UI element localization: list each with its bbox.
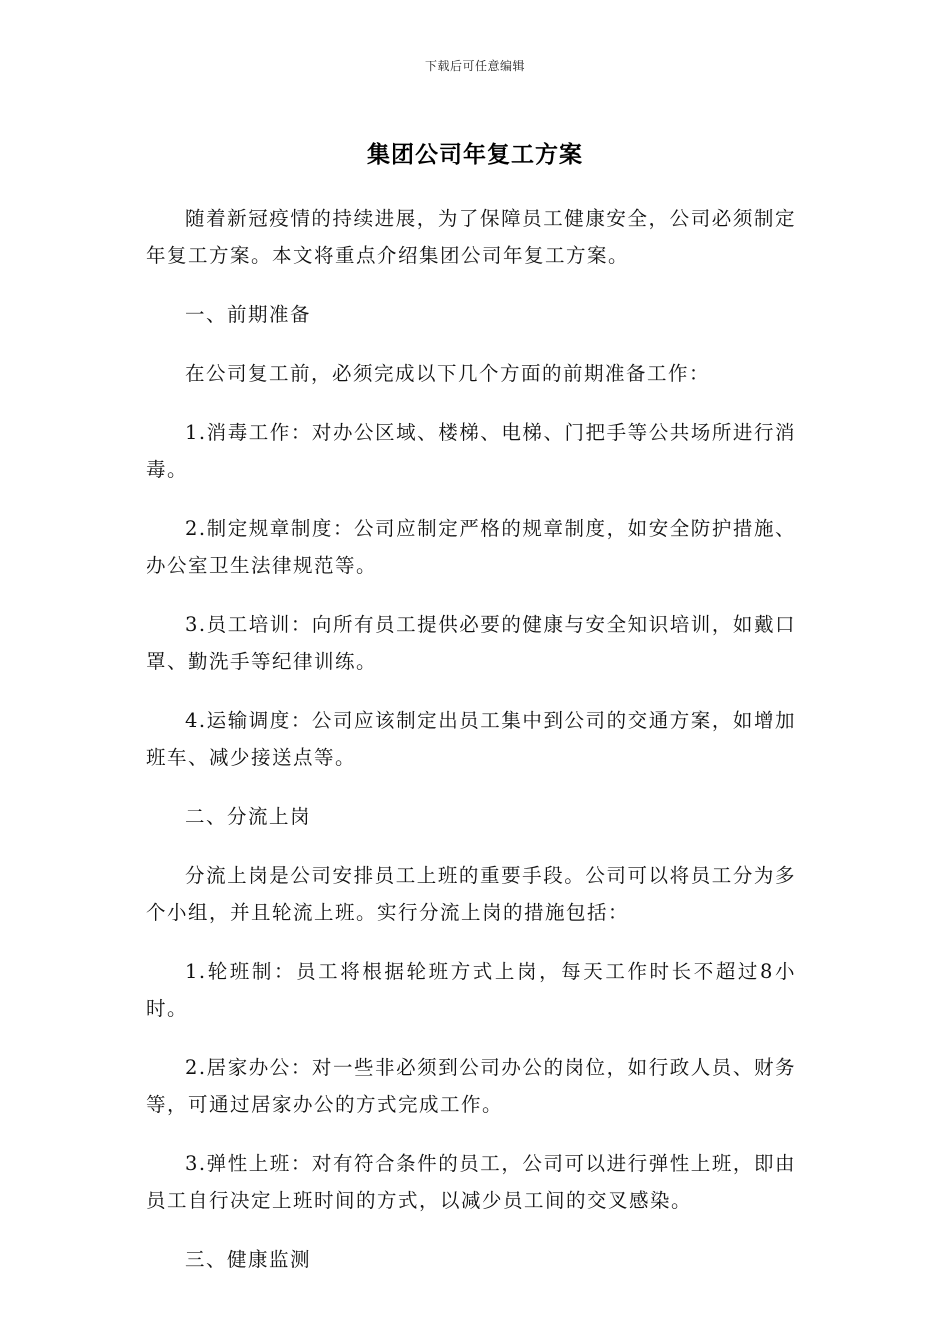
document-body <box>146 200 796 1300</box>
shifts-item-flexible: 3.弹性上班：对有符合条件的员工，公司可以进行弹性上班，即由员工自行决定上班时间的方式，以减少员工间的交叉感染。 <box>146 1152 796 1212</box>
document-title: 集团公司年复工方案 <box>367 142 583 168</box>
preparation-item-rules: 2.制定规章制度：公司应制定严格的规章制度，如安全防护措施、办公室卫生法律规范等。 <box>146 517 796 577</box>
intro-paragraph: 随着新冠疫情的持续进展，为了保障员工健康安全，公司必须制定年复工方案。本文将重点介绍集团公司年复工方案。 <box>146 207 796 267</box>
section-heading-shifts: 二、分流上岗 <box>185 805 312 828</box>
shifts-intro: 分流上岗是公司安排员工上班的重要手段。公司可以将员工分为多个小组，并且轮流上班。实行分流上岗的措施包括： <box>146 864 796 924</box>
section-heading-preparation: 一、前期准备 <box>185 303 312 326</box>
preparation-item-training: 3.员工培训：向所有员工提供必要的健康与安全知识培训，如戴口罩、勤洗手等纪律训练。 <box>146 613 796 673</box>
preparation-item-transport: 4.运输调度：公司应该制定出员工集中到公司的交通方案，如增加班车、减少接送点等。 <box>146 709 796 769</box>
preparation-item-disinfection: 1.消毒工作：对办公区域、楼梯、电梯、门把手等公共场所进行消毒。 <box>146 421 796 481</box>
preparation-intro: 在公司复工前，必须完成以下几个方面的前期准备工作： <box>185 362 711 385</box>
section-heading-health: 三、健康监测 <box>185 1248 312 1271</box>
shifts-item-remote: 2.居家办公：对一些非必须到公司办公的岗位，如行政人员、财务等，可通过居家办公的方式完成工作。 <box>146 1056 796 1116</box>
shifts-item-rotation: 1.轮班制：员工将根据轮班方式上岗，每天工作时长不超过8小时。 <box>146 960 796 1020</box>
header-note: 下载后可任意编辑 <box>424 59 525 73</box>
